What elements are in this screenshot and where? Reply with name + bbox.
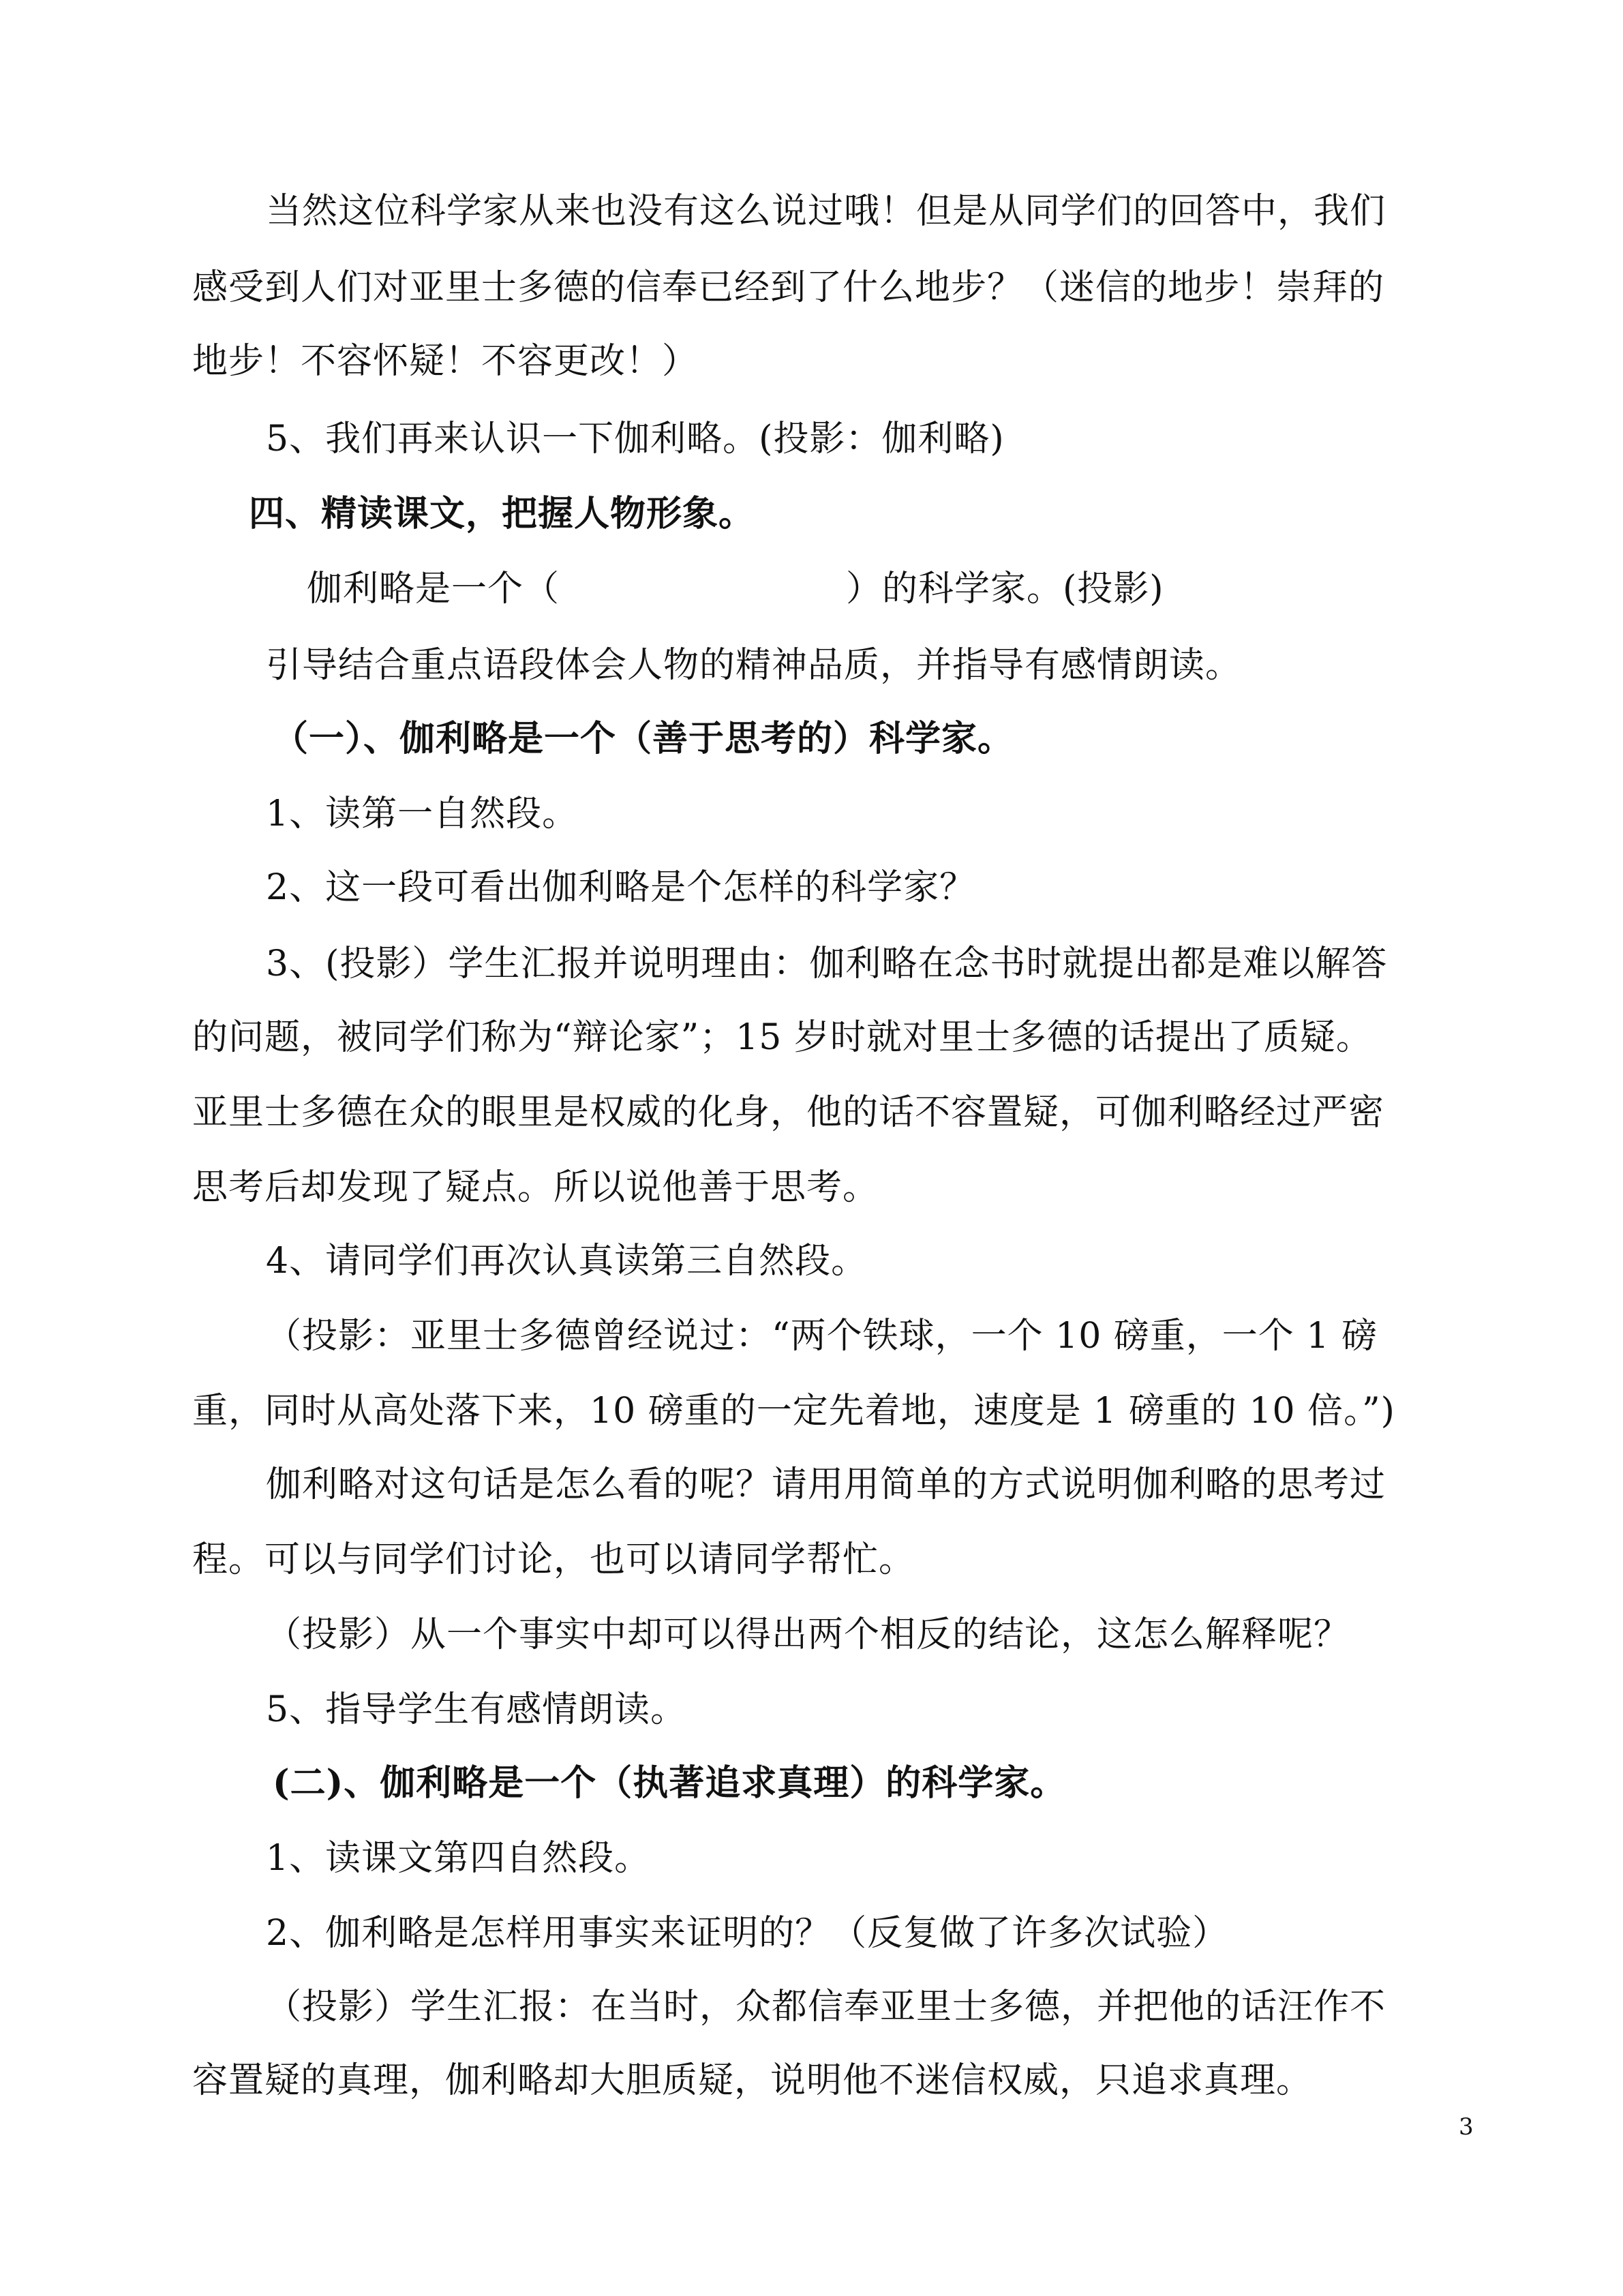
paragraph-line: 亚里士多德在众的眼里是权威的化身，他的话不容置疑，可伽利略经过严密 <box>192 1092 1385 1133</box>
paragraph-line: （投影）从一个事实中却可以得出两个相反的结论，这怎么解释呢？ <box>266 1614 1350 1655</box>
paragraph-line: 思考后却发现了疑点。所以说他善于思考。 <box>192 1167 879 1208</box>
list-item: 2、这一段可看出伽利略是个怎样的科学家？ <box>266 867 976 908</box>
paragraph-line: （投影：亚里士多德曾经说过：“两个铁球，一个 10 磅重，一个 1 磅 <box>266 1316 1378 1357</box>
blank-prefix: 伽利略是一个（ <box>307 569 560 609</box>
list-item: 4、请同学们再次认真读第三自然段。 <box>266 1241 868 1282</box>
paragraph-line: 的问题，被同学们称为“辩论家”；15 岁时就对里士多德的话提出了质疑。 <box>192 1017 1372 1058</box>
subsection-heading: （一）、伽利略是一个（善于思考的）科学家。 <box>273 718 1014 759</box>
list-item: 5、指导学生有感情朗读。 <box>266 1689 687 1730</box>
paragraph-line: 当然这位科学家从来也没有这么说过哦！但是从同学们的回答中，我们 <box>266 191 1386 232</box>
list-item: 3、(投影）学生汇报并说明理由：伽利略在念书时就提出都是难以解答 <box>266 943 1388 984</box>
paragraph-line: 重，同时从高处落下来，10 磅重的一定先着地，速度是 1 磅重的 10 倍。”) <box>192 1391 1395 1432</box>
paragraph-line: （投影）学生汇报：在当时，众都信奉亚里士多德，并把他的话汪作不 <box>266 1987 1386 2027</box>
section-heading: 四、精读课文，把握人物形象。 <box>249 493 755 534</box>
list-item: 1、读课文第四自然段。 <box>266 1838 651 1879</box>
list-item: 2、伽利略是怎样用事实来证明的？（反复做了许多次试验） <box>266 1913 1229 1954</box>
paragraph-line: 容置疑的真理，伽利略却大胆质疑，说明他不迷信权威，只追求真理。 <box>192 2060 1313 2101</box>
paragraph-line: 伽利略对这句话是怎么看的呢？请用用简单的方式说明伽利略的思考过 <box>266 1464 1386 1505</box>
page-number: 3 <box>1459 2113 1474 2141</box>
paragraph-line: 地步！不容怀疑！不容更改！） <box>192 341 699 382</box>
blank-suffix: ）的科学家。(投影) <box>846 569 1164 609</box>
subsection-heading: (二)、伽利略是一个（执著追求真理）的科学家。 <box>273 1762 1067 1804</box>
paragraph-line: 引导结合重点语段体会人物的精神品质，并指导有感情朗读。 <box>266 645 1242 686</box>
paragraph-line: 程。可以与同学们讨论，也可以请同学帮忙。 <box>192 1539 915 1580</box>
fill-in-blank-line <box>307 567 1164 611</box>
list-item: 5、我们再来认识一下伽利略。(投影：伽利略) <box>266 419 1005 459</box>
paragraph-line: 感受到人们对亚里士多德的信奉已经到了什么地步？（迷信的地步！崇拜的 <box>192 267 1385 308</box>
list-item: 1、读第一自然段。 <box>266 794 579 834</box>
